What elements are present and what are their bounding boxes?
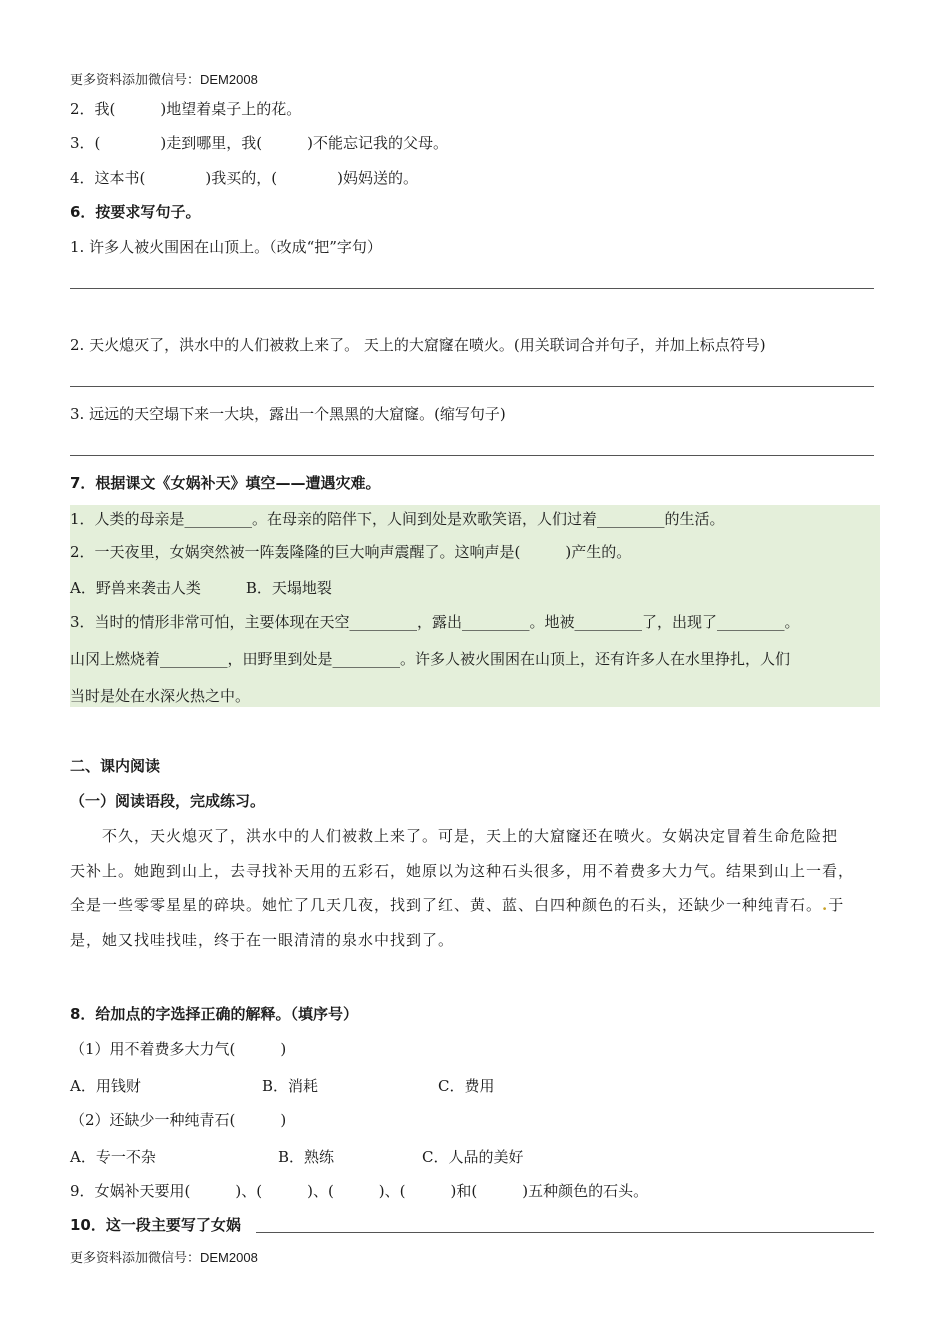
q5-item: 2．我( )地望着桌子上的花。 (70, 100, 302, 118)
q7-title: 7．根据课文《女娲补天》填空——遭遇灾难。 (70, 474, 381, 492)
q6-item: 3. 远远的天空塌下来一大块，露出一个黑黑的大窟窿。(缩写句子) (70, 405, 506, 423)
q8-option: B．熟练 (278, 1148, 335, 1166)
q8-sub: （1）用不着费多大力气( ) (70, 1040, 287, 1058)
q10: 10．这一段主要写了女娲 (70, 1216, 241, 1234)
passage-line: 天补上。她跑到山上，去寻找补天用的五彩石，她原以为这种石头很多，用不着费多大力气。结果到山上一看， (70, 861, 855, 880)
q8-option: C．人品的美好 (422, 1148, 524, 1166)
q5-item: 3．( )走到哪里，我( )不能忘记我的父母。 (70, 134, 448, 152)
header-note: 更多资料添加微信号：DEM2008 (70, 72, 258, 87)
section-subtitle: （一）阅读语段，完成练习。 (70, 792, 266, 810)
reading-passage (70, 819, 882, 957)
q7-line: 2．一天夜里，女娲突然被一阵轰隆隆的巨大响声震醒了。这响声是( )产生的。 (70, 543, 632, 561)
q9: 9．女娲补天要用( )、( )、( )、( )和( )五种颜色的石头。 (70, 1182, 649, 1200)
q7-line: 当时是处在水深火热之中。 (70, 687, 251, 705)
q8-sub: （2）还缺少一种纯青石( ) (70, 1111, 287, 1129)
emphasis-dot-icon: . (822, 896, 829, 914)
answer-line (70, 288, 874, 289)
q8-option: B．消耗 (262, 1077, 319, 1095)
q6-item: 1. 许多人被火围困在山顶上。（改成“把”字句） (70, 238, 382, 256)
q8-title: 8．给加点的字选择正确的解释。（填序号） (70, 1005, 358, 1023)
passage-line: 是，她又找哇找哇，终于在一眼清清的泉水中找到了。 (70, 930, 455, 949)
footer-note: 更多资料添加微信号：DEM2008 (70, 1250, 258, 1265)
q5-item: 4．这本书( )我买的，( )妈妈送的。 (70, 169, 418, 187)
passage-line-text: 全是一些零零星星的碎块。她忙了几天几夜，找到了红、黄、蓝、白四种颜色的石头，还缺少一种纯青石。 (70, 896, 823, 914)
q7-line: 山冈上燃烧着_________，田野里到处是_________。许多人被火围困在山顶上，还有许多人在水里挣扎，人们 (70, 650, 791, 668)
q8-option: C．费用 (438, 1077, 495, 1095)
section-title: 二、课内阅读 (70, 757, 161, 775)
answer-line (70, 455, 874, 456)
q7-line: 1．人类的母亲是_________。在母亲的陪伴下，人间到处是欢歌笑语，人们过着_________的生活。 (70, 510, 725, 528)
q7-option: A．野兽来袭击人类 B．天塌地裂 (70, 579, 332, 597)
passage-line: 不久，天火熄灭了，洪水中的人们被救上来了。可是，天上的大窟窿还在喷火。女娲决定冒着生命危险把 (70, 827, 839, 845)
passage-line (70, 888, 882, 923)
q8-option: A．用钱财 (70, 1077, 141, 1095)
passage-tail: 于 (828, 896, 845, 914)
q7-line: 3．当时的情形非常可怕，主要体现在天空_________，露出_________。地被_________了，出现了_________。 (70, 613, 800, 631)
answer-line (70, 386, 874, 387)
q6-item: 2. 天火熄灭了，洪水中的人们被救上来了。 天上的大窟窿在喷火。(用关联词合并句子，并加上标点符号) (70, 336, 766, 354)
q8-option: A．专一不杂 (70, 1148, 156, 1166)
highlight-block (70, 505, 880, 707)
q6-title: 6．按要求写句子。 (70, 203, 201, 221)
answer-line (256, 1232, 874, 1233)
